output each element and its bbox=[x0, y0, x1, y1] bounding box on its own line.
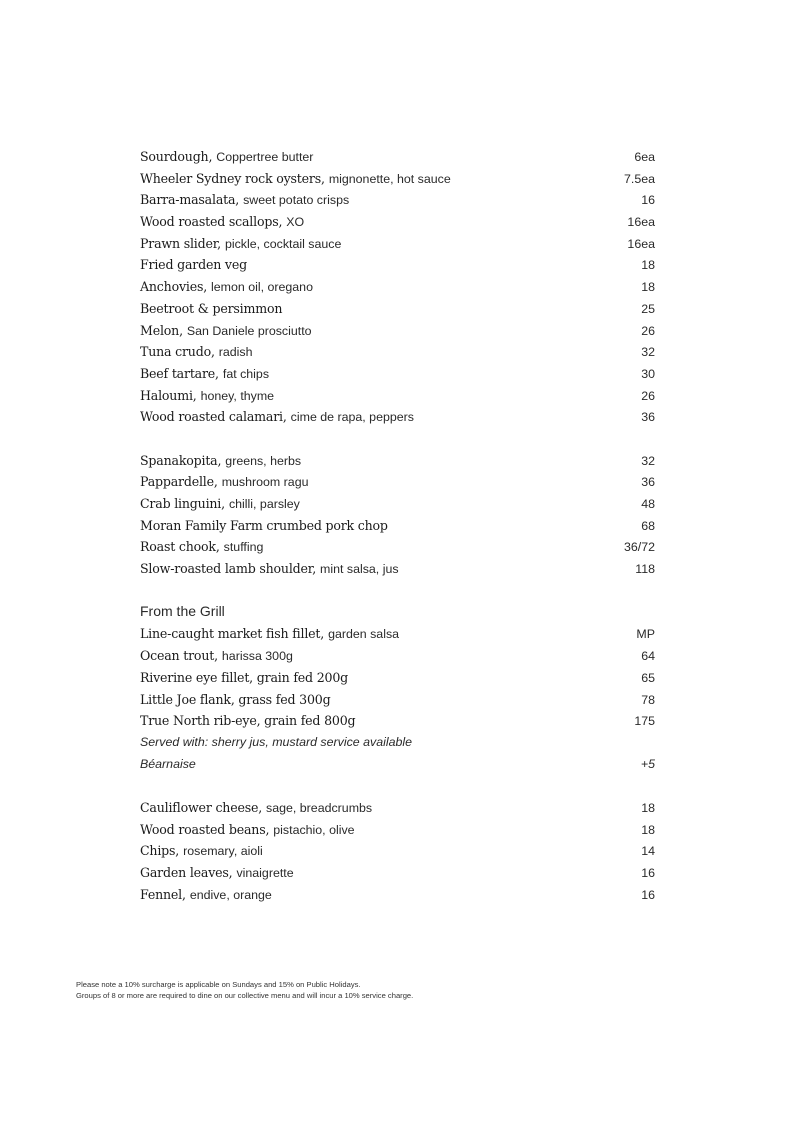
dish-description: sage, breadcrumbs bbox=[266, 800, 373, 815]
menu-item bbox=[140, 146, 655, 168]
dish-price: 18 bbox=[641, 800, 655, 815]
menu-item bbox=[140, 276, 655, 298]
dish-description: mushroom ragu bbox=[221, 475, 309, 490]
dish-name: Pappardelle, bbox=[140, 474, 218, 490]
dish-description: radish bbox=[218, 345, 253, 360]
menu-item bbox=[140, 536, 655, 558]
dish-description: endive, orange bbox=[189, 887, 272, 902]
menu-item bbox=[140, 840, 655, 862]
dish-price: 16ea bbox=[627, 215, 655, 230]
dish-description: harissa 300g bbox=[221, 649, 293, 664]
menu-item bbox=[140, 710, 655, 732]
note-text: Served with: sherry jus, mustard service available bbox=[140, 734, 413, 749]
dish-price: 30 bbox=[641, 366, 655, 381]
section-heading: From the Grill bbox=[140, 603, 225, 620]
dish-name: Line-caught market fish fillet, bbox=[140, 626, 325, 642]
menu-item bbox=[140, 558, 655, 580]
dish-name: Beef tartare, bbox=[140, 365, 219, 381]
dish-price: 65 bbox=[641, 670, 655, 685]
dish-name: Fried garden veg bbox=[140, 257, 247, 273]
dish-price: 68 bbox=[641, 518, 655, 533]
dish-price: 36 bbox=[641, 410, 655, 425]
dish-name: Barra-masalata, bbox=[140, 192, 240, 208]
menu-item bbox=[140, 819, 655, 841]
dish-price: 16 bbox=[641, 887, 655, 902]
dish-description: fat chips bbox=[222, 366, 270, 381]
dish-name: Haloumi, bbox=[140, 387, 197, 403]
dish-description: honey, thyme bbox=[200, 388, 275, 403]
dish-name: Wheeler Sydney rock oysters, bbox=[140, 170, 325, 186]
menu-item bbox=[140, 797, 655, 819]
surcharge-note: Please note a 10% surcharge is applicable on Sundays and 15% on Public Holidays. bbox=[76, 980, 361, 989]
dish-name: Melon, bbox=[140, 322, 183, 338]
dish-description: Coppertree butter bbox=[216, 150, 314, 164]
dish-name: Prawn slider, bbox=[140, 235, 221, 251]
dish-name: True North rib-eye, grain fed 800g bbox=[140, 713, 356, 729]
dish-description: stuffing bbox=[223, 540, 264, 555]
dish-name: Wood roasted calamari, bbox=[140, 409, 287, 425]
dish-name: Ocean trout, bbox=[140, 648, 218, 664]
dish-description: garden salsa bbox=[328, 627, 400, 642]
dish-price: 118 bbox=[635, 562, 655, 577]
dish-price: 25 bbox=[641, 301, 655, 316]
menu-item bbox=[140, 363, 655, 385]
menu-item bbox=[140, 341, 655, 363]
menu-item bbox=[140, 515, 655, 537]
dish-name: Anchovies, bbox=[140, 279, 208, 295]
footer-notice bbox=[76, 979, 413, 1001]
dish-description: sweet potato crisps bbox=[243, 193, 350, 208]
dish-description: chilli, parsley bbox=[228, 497, 300, 511]
menu-note bbox=[140, 732, 655, 754]
dish-price: 16 bbox=[641, 193, 655, 208]
dish-name: Wood roasted beans, bbox=[140, 821, 270, 837]
menu-item bbox=[140, 189, 655, 211]
menu-item bbox=[140, 884, 655, 906]
menu-item bbox=[140, 168, 655, 190]
dish-name: Fennel, bbox=[140, 886, 186, 902]
dish-description: San Daniele prosciutto bbox=[186, 323, 312, 338]
note-price: +5 bbox=[640, 756, 655, 771]
dish-price: 18 bbox=[641, 258, 655, 273]
dish-price: 7.5ea bbox=[623, 171, 655, 186]
menu bbox=[140, 146, 655, 927]
dish-description: lemon oil, oregano bbox=[211, 280, 313, 295]
menu-item bbox=[140, 298, 655, 320]
note-text: Béarnaise bbox=[140, 756, 196, 771]
dish-price: 32 bbox=[641, 345, 655, 360]
dish-name: Little Joe flank, grass fed 300g bbox=[140, 691, 331, 707]
dish-description: greens, herbs bbox=[225, 453, 302, 468]
dish-description: pistachio, olive bbox=[273, 822, 355, 837]
dish-description: rosemary, aioli bbox=[183, 844, 263, 859]
dish-price: 48 bbox=[641, 497, 655, 511]
menu-section-sides bbox=[140, 797, 655, 905]
menu-item bbox=[140, 689, 655, 711]
dish-name: Cauliflower cheese, bbox=[140, 799, 263, 815]
menu-item bbox=[140, 233, 655, 255]
dish-description: mignonette, hot sauce bbox=[328, 171, 451, 186]
dish-description: XO bbox=[286, 215, 305, 230]
menu-item bbox=[140, 406, 655, 428]
dish-name: Spanakopita, bbox=[140, 452, 222, 468]
dish-description: vinaigrette bbox=[236, 866, 294, 880]
dish-price: 18 bbox=[641, 280, 655, 295]
dish-price: 18 bbox=[641, 822, 655, 837]
dish-name: Moran Family Farm crumbed pork chop bbox=[140, 517, 388, 533]
menu-item bbox=[140, 645, 655, 667]
dish-description: pickle, cocktail sauce bbox=[224, 236, 342, 251]
dish-price: MP bbox=[636, 627, 655, 642]
menu-section-starters bbox=[140, 146, 655, 428]
dish-price: 32 bbox=[641, 453, 655, 468]
menu-item bbox=[140, 320, 655, 342]
menu-item bbox=[140, 493, 655, 515]
dish-price: 175 bbox=[634, 714, 655, 729]
dish-name: Tuna crudo, bbox=[140, 344, 215, 360]
dish-name: Sourdough, bbox=[140, 149, 213, 164]
dish-name: Chips, bbox=[140, 843, 180, 859]
dish-price: 78 bbox=[641, 692, 655, 707]
dish-name: Crab linguini, bbox=[140, 496, 225, 511]
dish-name: Wood roasted scallops, bbox=[140, 214, 283, 230]
dish-price: 26 bbox=[641, 323, 655, 338]
dish-price: 26 bbox=[641, 388, 655, 403]
menu-item bbox=[140, 667, 655, 689]
dish-name: Beetroot & persimmon bbox=[140, 300, 283, 316]
menu-item bbox=[140, 623, 655, 645]
menu-item bbox=[140, 211, 655, 233]
dish-price: 36/72 bbox=[623, 540, 655, 555]
menu-item bbox=[140, 471, 655, 493]
dish-name: Riverine eye fillet, grain fed 200g bbox=[140, 669, 348, 685]
group-dining-note: Groups of 8 or more are required to dine on our collective menu and will incur a 10% service charge. bbox=[76, 991, 414, 1000]
dish-price: 6ea bbox=[634, 150, 655, 164]
dish-price: 16ea bbox=[627, 236, 655, 251]
dish-price: 64 bbox=[641, 649, 655, 664]
dish-description: mint salsa, jus bbox=[320, 562, 399, 577]
dish-name: Roast chook, bbox=[140, 539, 220, 555]
menu-item bbox=[140, 254, 655, 276]
dish-name: Slow-roasted lamb shoulder, bbox=[140, 561, 317, 577]
menu-item bbox=[140, 450, 655, 472]
dish-price: 14 bbox=[641, 844, 655, 859]
menu-item bbox=[140, 385, 655, 407]
dish-price: 16 bbox=[641, 866, 655, 880]
menu-section-mains bbox=[140, 450, 655, 580]
dish-description: cime de rapa, peppers bbox=[290, 410, 414, 425]
menu-note bbox=[140, 754, 655, 776]
dish-price: 36 bbox=[641, 475, 655, 490]
menu-section-grill bbox=[140, 599, 655, 775]
menu-item bbox=[140, 862, 655, 884]
dish-name: Garden leaves, bbox=[140, 865, 233, 880]
